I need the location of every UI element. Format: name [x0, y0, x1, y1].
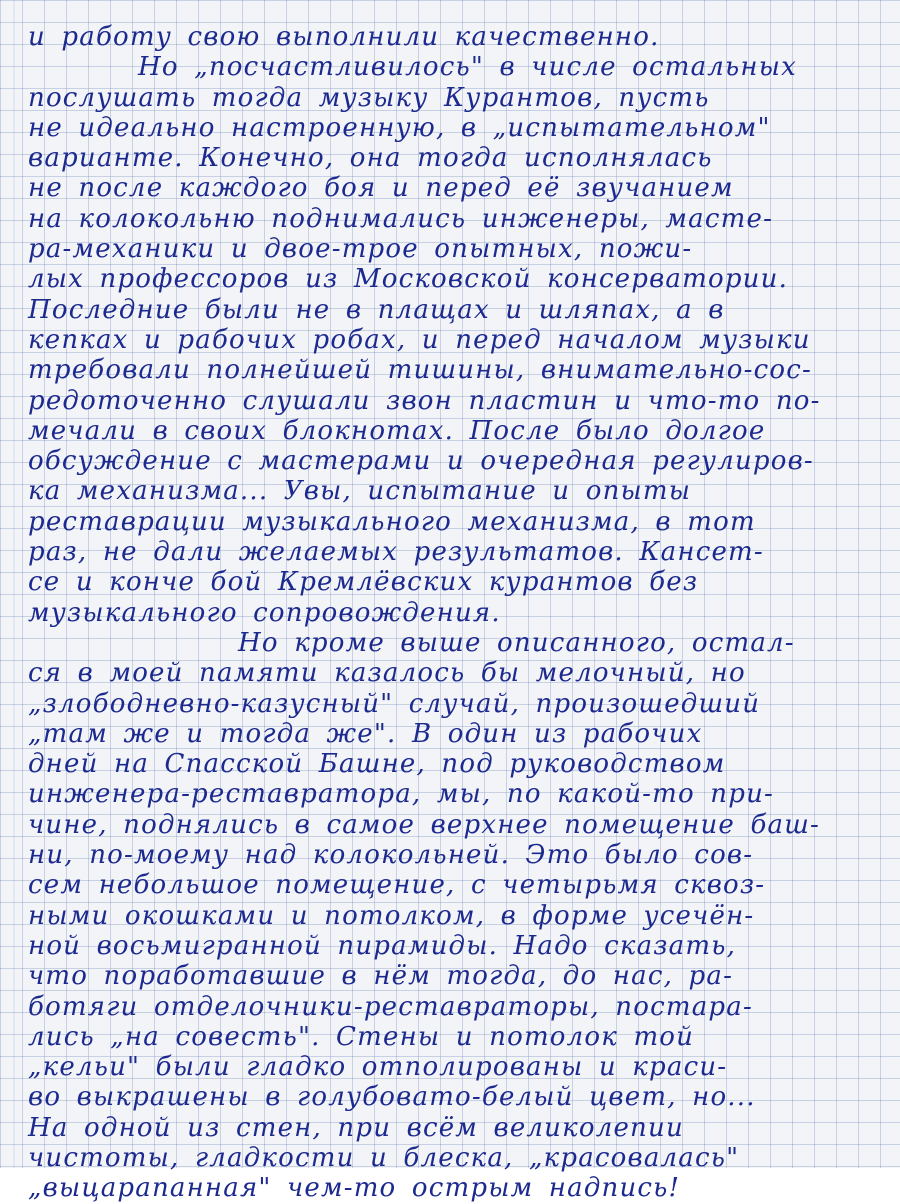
text-line: ботяги отделочники-реставраторы, постара- — [28, 991, 753, 1022]
text-line: дней на Спасской Башне, под руководством — [28, 749, 726, 780]
text-line: реставрации музыкального механизма, в тот — [28, 506, 756, 537]
text-line: не идеально настроенную, в „испытательном" — [28, 112, 771, 143]
text-line: варианте. Конечно, она тогда исполнялась — [28, 143, 713, 174]
text-line: не после каждого боя и перед её звучанием — [28, 173, 734, 204]
text-line: лись „на совесть". Стены и потолок той — [28, 1021, 695, 1052]
text-line: ся в моей памяти казалось бы мелочный, но — [28, 658, 746, 689]
text-line: „кельи" были гладко отполированы и краси- — [28, 1052, 728, 1083]
text-line: редоточенно слушали звон пластин и что-то по- — [28, 385, 821, 416]
text-line: Последние были не в плащах и шляпах, а в — [28, 294, 725, 325]
text-line: На одной из стен, при всём великолепии — [28, 1112, 684, 1143]
text-line: чине, поднялись в самое верхнее помещение баш- — [28, 809, 821, 840]
text-line: сем небольшое помещение, с четырьмя сквоз- — [28, 870, 766, 901]
text-line: ка механизма... Увы, испытание и опыты — [28, 476, 692, 507]
text-line: ными окошками и потолком, в форме усечён- — [28, 900, 755, 931]
text-line: и работу свою выполнили качественно. — [28, 22, 660, 52]
text-line: послушать тогда музыку Курантов, пусть — [28, 82, 710, 113]
text-line: на колокольню поднимались инженеры, масте- — [28, 203, 774, 234]
text-line: что поработавшие в нём тогда, до нас, ра- — [28, 961, 734, 992]
text-line: музыкального сопровождения. — [28, 597, 501, 628]
text-line: инженера-реставратора, мы, по какой-то при- — [28, 779, 775, 810]
text-line: требовали полнейшей тишины, внимательно-сос- — [28, 355, 812, 386]
text-line: ра-механики и двое-трое опытных, пожи- — [28, 234, 693, 265]
text-line: чистоты, гладкости и блеска, „красовалась" — [28, 1142, 740, 1173]
text-line: обсуждение с мастерами и очередная регулиров- — [28, 446, 814, 477]
text-line: ни, по-моему над колокольней. Это было сов- — [28, 840, 754, 871]
text-line: се и конче бой Кремлёвских курантов без — [28, 567, 699, 598]
text-line: Но „посчастливилось" в числе остальных — [138, 52, 797, 83]
text-line: раз, не дали желаемых результатов. Кансет- — [28, 537, 764, 568]
text-line: мечали в своих блокнотах. После было долгое — [28, 415, 766, 446]
text-line: ной восьмигранной пирамиды. Надо сказать, — [28, 930, 737, 961]
handwritten-text — [28, 22, 878, 1204]
text-line: „там же и тогда же". В один из рабочих — [28, 718, 703, 749]
text-line: Но кроме выше описанного, остал- — [238, 627, 795, 658]
text-line: „злободневно-казусный" случай, произошедший — [28, 688, 761, 719]
text-line: кепках и рабочих робах, и перед началом музыки — [28, 324, 811, 355]
text-line: „выцарапанная" чем-то острым надпись! — [28, 1173, 681, 1204]
text-line: во выкрашены в голубовато-белый цвет, но... — [28, 1082, 756, 1113]
text-line: лых профессоров из Московской консерватории. — [28, 264, 789, 295]
